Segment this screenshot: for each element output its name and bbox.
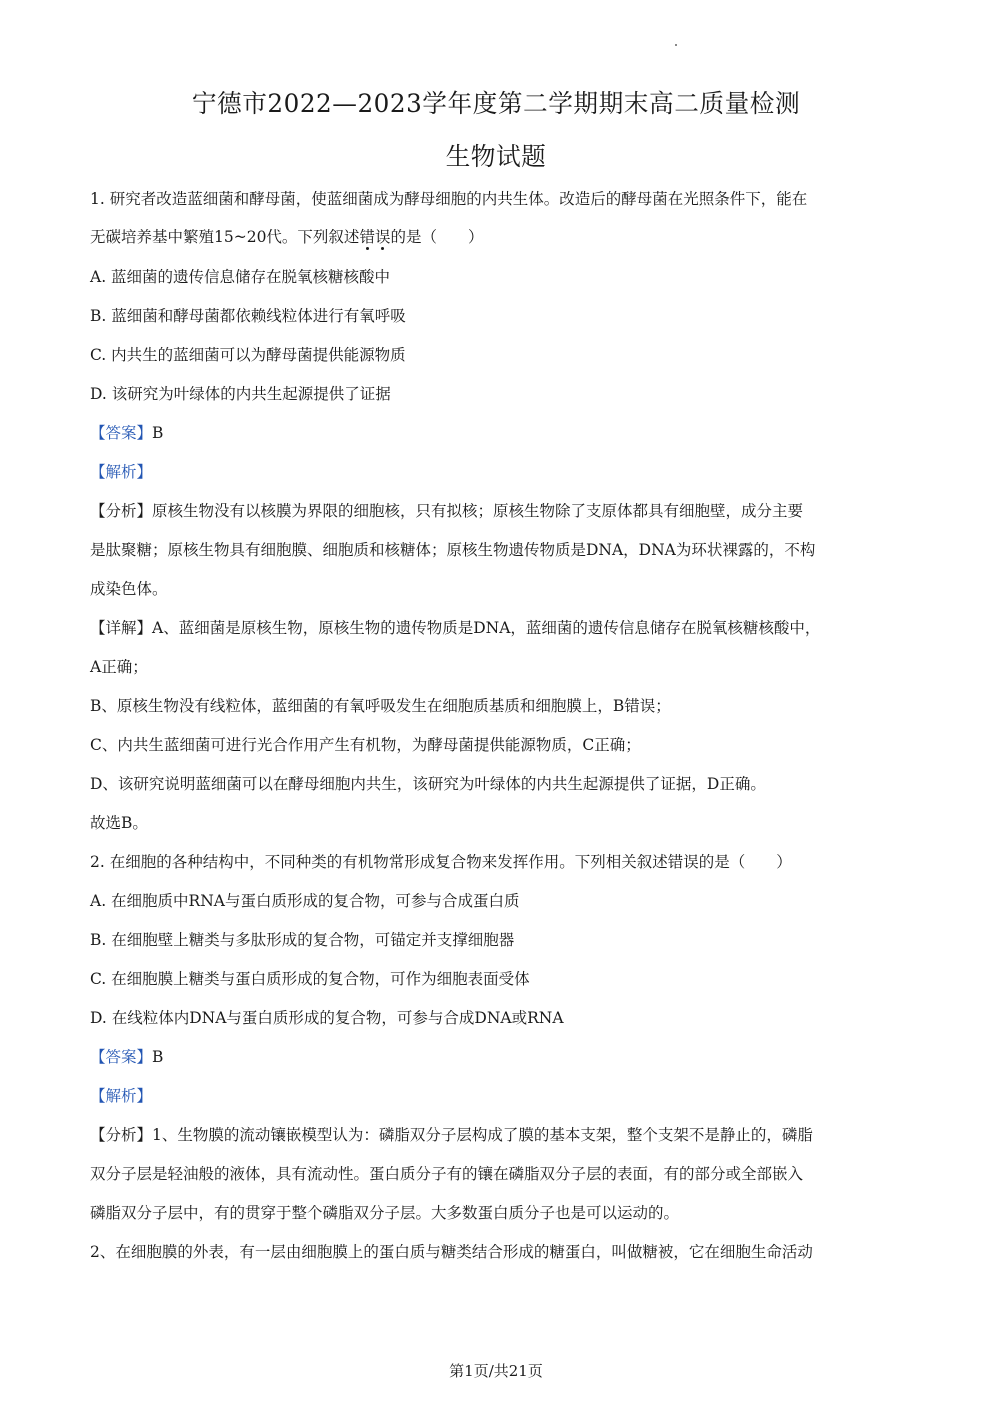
analysis-tag: 【解析】 — [90, 1087, 153, 1105]
q2-option-c: C. 在细胞膜上糖类与蛋白质形成的复合物，可作为细胞表面受体 — [90, 970, 530, 988]
q2-fenxi-line2: 双分子层是轻油般的液体，具有流动性。蛋白质分子有的镶在磷脂双分子层的表面，有的部分或全部嵌入 — [90, 1165, 804, 1183]
q1-answer — [90, 422, 163, 444]
q2-option-a: A. 在细胞质中RNA与蛋白质形成的复合物，可参与合成蛋白质 — [90, 892, 520, 910]
q1-stem-line1: 1. 研究者改造蓝细菌和酵母菌，使蓝细菌成为酵母细胞的内共生体。改造后的酵母菌在光照条件下，能在 — [90, 190, 808, 208]
fenxi-text: 原核生物没有以核膜为界限的细胞核，只有拟核；原核生物除了支原体都具有细胞壁，成分主要 — [152, 502, 804, 520]
q2-analysis-heading — [90, 1085, 152, 1107]
q1-xiangjie-line4: C、内共生蓝细菌可进行光合作用产生有机物，为酵母菌提供能源物质，C正确； — [90, 736, 641, 754]
q1-fenxi-line3: 成染色体。 — [90, 580, 168, 598]
q1-xiangjie-line5: D、该研究说明蓝细菌可以在酵母细胞内共生，该研究为叶绿体的内共生起源提供了证据，D正确。 — [90, 775, 766, 793]
q1-option-b: B. 蓝细菌和酵母菌都依赖线粒体进行有氧呼吸 — [90, 307, 406, 325]
q1-option-a: A. 蓝细菌的遗传信息储存在脱氧核糖核酸中 — [90, 268, 391, 286]
q1-analysis-heading — [90, 461, 152, 483]
q2-answer — [90, 1046, 163, 1068]
answer-value: B — [152, 1048, 164, 1066]
q2-fenxi-line1 — [90, 1124, 813, 1146]
q1-xiangjie-line1 — [90, 617, 820, 639]
xiangjie-tag: 【详解】 — [90, 619, 153, 637]
emphasis-char: 误 — [374, 228, 391, 246]
q2-option-b: B. 在细胞壁上糖类与多肽形成的复合物，可锚定并支撑细胞器 — [90, 931, 515, 949]
q1-stem-text: 无碳培养基中繁殖15~20代。下列叙述 — [90, 228, 360, 246]
fenxi-text: 1、生物膜的流动镶嵌模型认为：磷脂双分子层构成了膜的基本支架，整个支架不是静止的，磷脂 — [152, 1126, 813, 1144]
q1-stem-line2 — [90, 226, 483, 248]
xiangjie-text: A、蓝细菌是原核生物，原核生物的遗传物质是DNA，蓝细菌的遗传信息储存在脱氧核糖核酸中， — [152, 619, 821, 637]
analysis-tag: 【解析】 — [90, 463, 153, 481]
q1-stem-paren: 的是（ ） — [390, 228, 484, 246]
q2-fenxi-line4: 2、在细胞膜的外表，有一层由细胞膜上的蛋白质与糖类结合形成的糖蛋白，叫做糖被，它在细胞生命活动 — [90, 1243, 813, 1261]
q1-fenxi-line2: 是肽聚糖；原核生物具有细胞膜、细胞质和核糖体；原核生物遗传物质是DNA，DNA为环状裸露的，不构 — [90, 541, 816, 559]
q1-xiangjie-line6: 故选B。 — [90, 814, 148, 832]
q2-stem: 2. 在细胞的各种结构中，不同种类的有机物常形成复合物来发挥作用。下列相关叙述错误的是（ ） — [90, 853, 792, 871]
scan-mark — [675, 44, 677, 46]
q1-option-c: C. 内共生的蓝细菌可以为酵母菌提供能源物质 — [90, 346, 406, 364]
page-subtitle: 生物试题 — [445, 142, 547, 171]
q2-option-d: D. 在线粒体内DNA与蛋白质形成的复合物，可参与合成DNA或RNA — [90, 1009, 564, 1027]
fenxi-tag: 【分析】 — [90, 1126, 153, 1144]
q1-xiangjie-line2: A正确； — [90, 658, 148, 676]
answer-tag: 【答案】 — [90, 424, 153, 442]
answer-value: B — [152, 424, 164, 442]
emphasis-char: 错 — [359, 228, 375, 246]
page-footer: 第1页/共21页 — [449, 1362, 543, 1380]
q1-fenxi-line1 — [90, 500, 803, 522]
q1-option-d: D. 该研究为叶绿体的内共生起源提供了证据 — [90, 385, 391, 403]
fenxi-tag: 【分析】 — [90, 502, 153, 520]
q1-xiangjie-line3: B、原核生物没有线粒体，蓝细菌的有氧呼吸发生在细胞质基质和细胞膜上，B错误； — [90, 697, 671, 715]
page-title: 宁德市2022—2023学年度第二学期期末高二质量检测 — [191, 89, 801, 118]
q2-fenxi-line3: 磷脂双分子层中，有的贯穿于整个磷脂双分子层。大多数蛋白质分子也是可以运动的。 — [90, 1204, 680, 1222]
answer-tag: 【答案】 — [90, 1048, 153, 1066]
